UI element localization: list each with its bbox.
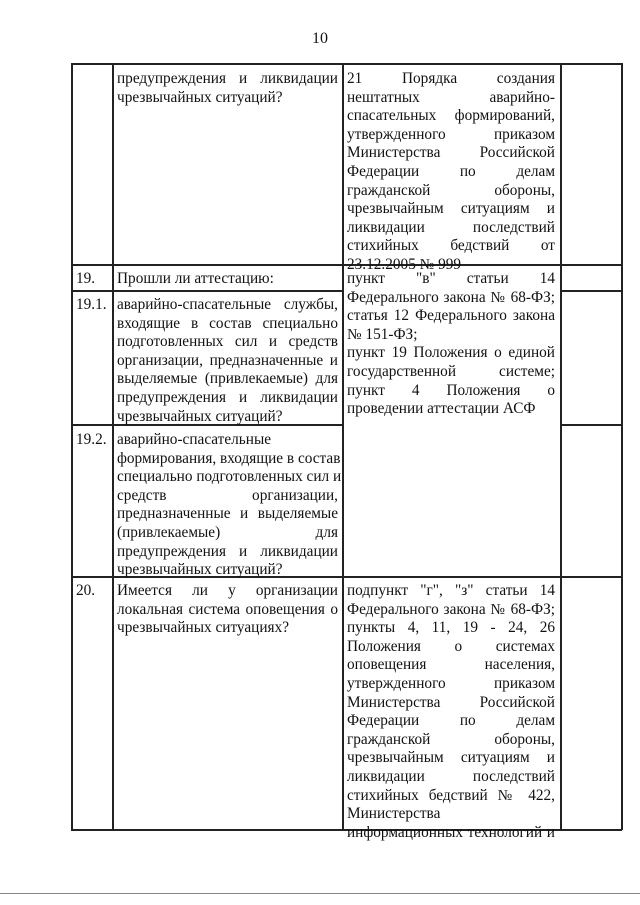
question-line: чрезвычайных ситуациях? [117,619,290,637]
question-line: чрезвычайных ситуаций? [117,88,283,106]
row-number: 20. [76,582,96,599]
row-number: 19.1. [76,296,107,313]
reference-cell [347,270,555,419]
reference-line: статья 12 Федерального закона [347,307,555,325]
reference-line: № 151-ФЗ; [347,325,418,343]
reference-line: информационных технологий и [347,823,555,841]
column-divider [560,63,562,830]
reference-line: Федерального закона № 68-ФЗ; [347,288,555,306]
row-border [560,424,622,426]
reference-line: Министерства [347,805,441,823]
reference-line: ликвидации последствий [347,218,555,236]
reference-line: проведении аттестации АСФ [347,400,536,418]
row-border [71,63,622,65]
reference-line: Федерального закона № 68-ФЗ; [347,600,555,618]
reference-line: государственной системе; [347,362,555,380]
reference-line: чрезвычайным ситуациям и [347,749,555,767]
reference-line: Министерства Российской [347,693,555,711]
question-cell [117,431,342,580]
reference-line: гражданской обороны, [347,181,555,199]
reference-line: пункт 19 Положения о единой [347,344,555,362]
reference-line: утвержденного приказом [347,125,555,143]
question-line: (привлекаемые) для [117,523,338,541]
reference-line: утвержденного приказом [347,674,555,692]
reference-line: пункт 4 Положения о [347,381,555,399]
question-line: чрезвычайных ситуаций? [117,407,283,425]
reference-line: чрезвычайным ситуациям и [347,200,555,218]
question-line: предназначенные и выделяемые [117,505,338,523]
question-cell [117,296,338,426]
table-border-left [71,63,73,830]
reference-line: нештатных аварийно- [347,88,555,106]
row-number: 19. [76,270,96,287]
reference-line: Министерства Российской [347,144,555,162]
table-border-right [621,63,623,830]
question-line: средств организации, [117,486,338,504]
reference-cell [347,70,555,275]
reference-line: пункт "в" статьи 14 [347,270,555,287]
reference-line: пункты 4, 11, 19 - 24, 26 [347,619,555,637]
question-line: предупреждения и ликвидации [117,70,338,87]
reference-line: Федерации по делам [347,162,555,180]
reference-line: стихийных бедствий № 422, [347,786,555,804]
reference-line: ликвидации последствий [347,767,555,785]
reference-cell [347,582,555,842]
column-divider [112,63,114,830]
page-number: 10 [312,30,328,47]
question-line: входящие в состав специально [117,314,338,332]
question-line: формирования, входящие в состав [117,449,341,467]
reference-line: 23.12.2005 № 999 [347,255,462,273]
reference-line: подпункт "г", "з" статьи 14 [347,582,555,599]
column-divider [342,63,344,830]
question-line: выделяемые (привлекаемые) для [117,370,338,388]
question-line: предупреждения и ликвидации [117,388,338,406]
question-cell [117,582,338,638]
reference-line: гражданской обороны, [347,730,555,748]
question-cell [117,270,338,289]
question-cell [117,70,338,107]
question-line: локальная система оповещения о [117,600,338,618]
question-line: предупреждения и ликвидации [117,542,338,560]
row-number: 19.2. [76,431,107,448]
reference-line: Положения о системах [347,637,555,655]
reference-line: Федерации по делам [347,712,555,730]
question-line: Прошли ли аттестацию: [117,270,274,287]
row-border [560,290,622,292]
question-line: аварийно-спасательные [117,431,272,448]
question-line: чрезвычайных ситуаций? [117,561,283,579]
question-line: Имеется ли у организации [117,582,338,599]
row-border [71,290,343,292]
reference-line: спасательных формирований, [347,107,555,125]
question-line: организации, предназначенные и [117,351,338,369]
reference-line: стихийных бедствий от [347,237,555,255]
reference-line: 21 Порядка создания [347,70,555,87]
question-line: подготовленных сил и средств [117,333,338,351]
question-line: специально подготовленных сил и [117,468,342,486]
page-bottom-edge [0,893,640,894]
reference-line: оповещения населения, [347,656,555,674]
question-line: аварийно-спасательные службы, [117,296,338,313]
